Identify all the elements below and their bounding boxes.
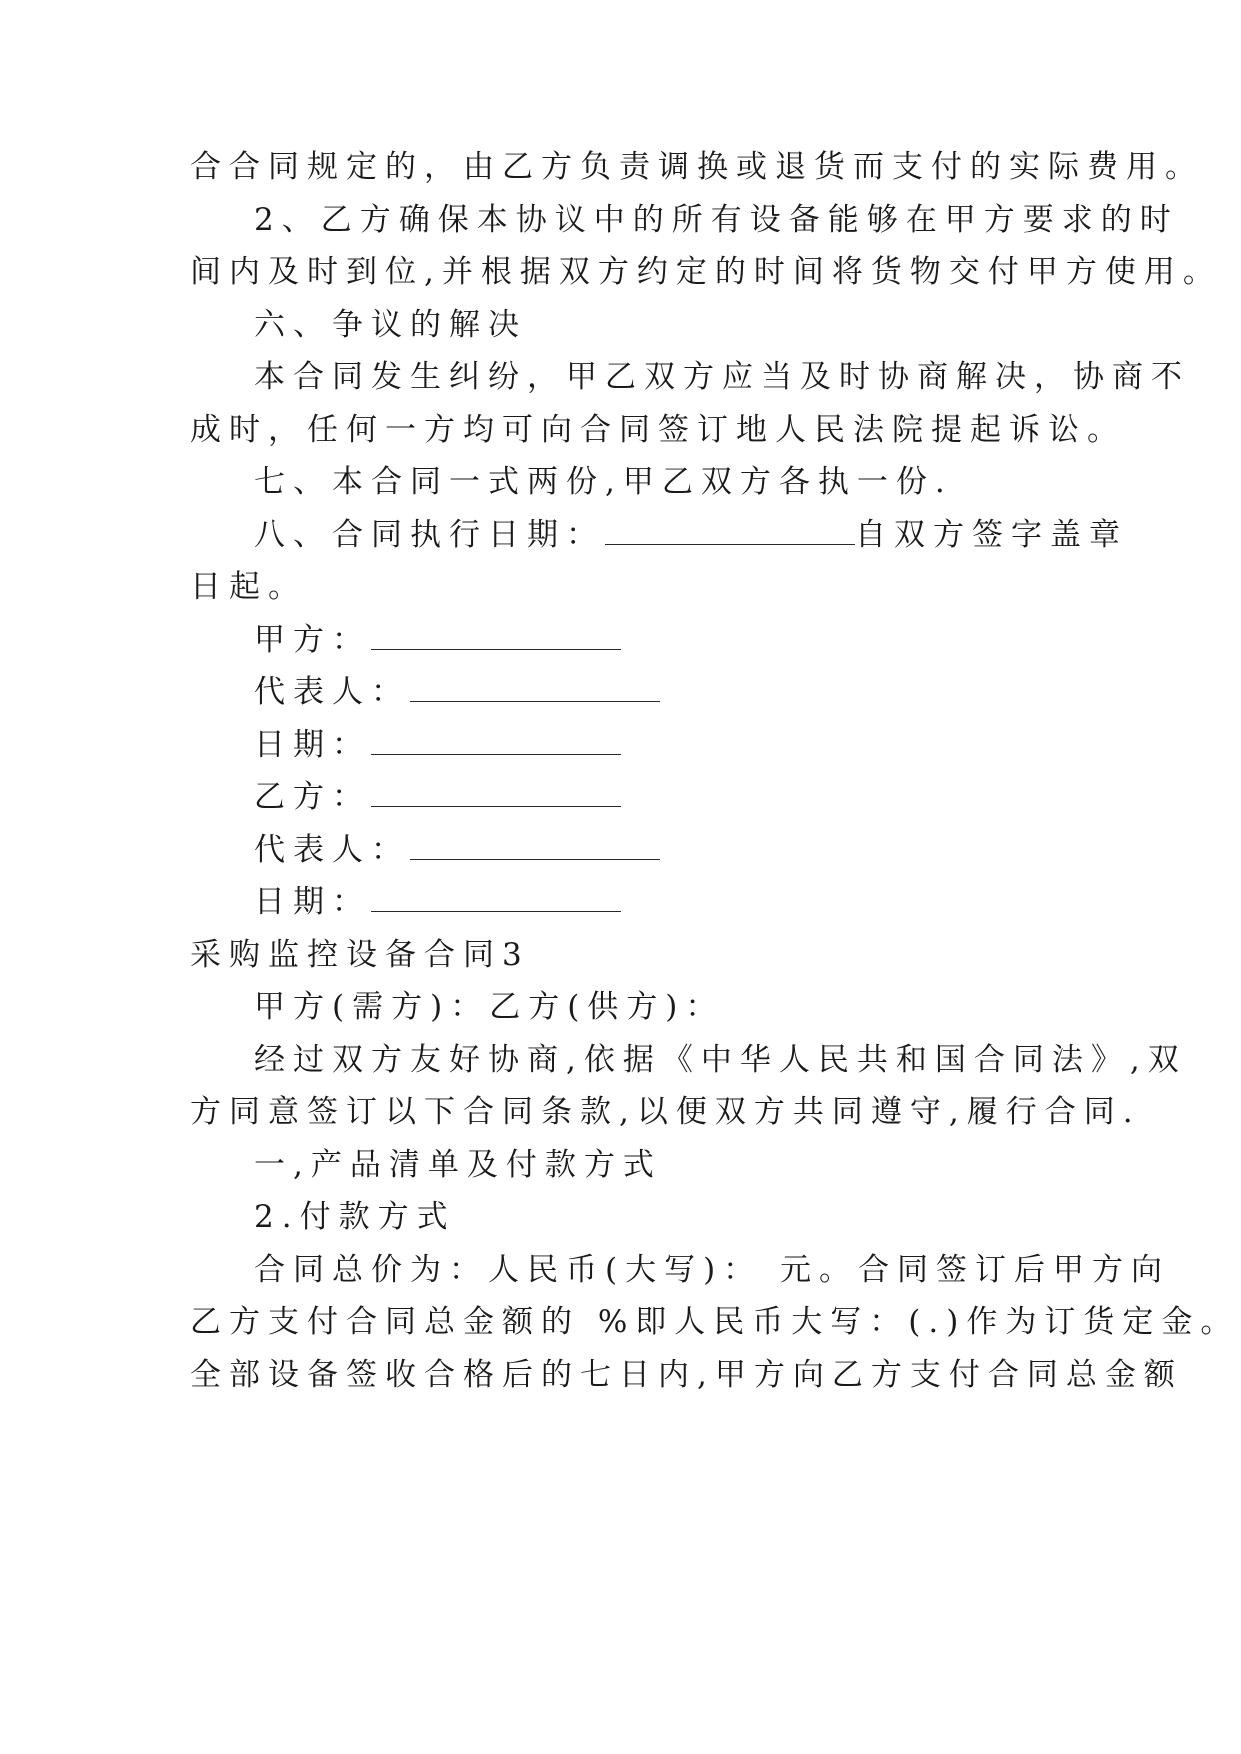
execution-date-suffix: 自双方签字盖章: [855, 517, 1128, 553]
section-heading: 一,产品清单及付款方式: [254, 1147, 662, 1183]
representative-a-line: [254, 672, 660, 712]
date-a-line: [254, 725, 621, 765]
representative-b-line: [254, 830, 660, 870]
party-b-line: [254, 777, 621, 817]
text-line: 方同意签订以下合同条款,以便双方共同遵守,履行合同.: [190, 1094, 1141, 1130]
text-line: 合同总价为：人民币(大写)： 元。合同签订后甲方向: [254, 1252, 1171, 1288]
text-line: 经过双方友好协商,依据《中华人民共和国合同法》,双: [254, 1042, 1187, 1078]
text-line: 乙方支付合同总金额的 %即人民币大写：(.)作为订货定金。: [190, 1304, 1240, 1340]
execution-date-line: [254, 515, 1128, 555]
contract-title: 采购监控设备合同3: [190, 937, 530, 973]
date-a-label: 日期：: [254, 727, 371, 763]
representative-b-blank: [410, 833, 660, 860]
execution-date-label: 八、合同执行日期：: [254, 517, 605, 553]
date-b-label: 日期：: [254, 884, 371, 920]
party-a-blank: [371, 623, 621, 650]
text-line: 间内及时到位,并根据双方约定的时间将货物交付甲方使用。: [190, 254, 1222, 290]
parties-line: 甲方(需方)：乙方(供方)：: [254, 989, 725, 1025]
text-line: 合合同规定的，由乙方负责调换或退货而支付的实际费用。: [190, 149, 1204, 185]
date-a-blank: [371, 728, 621, 755]
text-line: 日起。: [190, 569, 307, 605]
section-heading: 2.付款方式: [254, 1199, 456, 1235]
text-line: 成时，任何一方均可向合同签订地人民法院提起诉讼。: [190, 412, 1126, 448]
text-line: 2、乙方确保本协议中的所有设备能够在甲方要求的时: [254, 202, 1179, 238]
party-a-label: 甲方：: [254, 622, 371, 658]
representative-a-label: 代表人：: [254, 674, 410, 710]
party-b-label: 乙方：: [254, 779, 371, 815]
section-heading: 六、争议的解决: [254, 307, 527, 343]
text-line: 全部设备签收合格后的七日内,甲方向乙方支付合同总金额: [190, 1357, 1183, 1393]
party-a-line: [254, 620, 621, 660]
party-b-blank: [371, 780, 621, 807]
date-b-line: [254, 882, 621, 922]
execution-date-blank: [605, 518, 855, 545]
text-line: 本合同发生纠纷，甲乙双方应当及时协商解决，协商不: [254, 359, 1190, 395]
date-b-blank: [371, 885, 621, 912]
representative-b-label: 代表人：: [254, 832, 410, 868]
text-line: 七、本合同一式两份,甲乙双方各执一份.: [254, 464, 953, 500]
representative-a-blank: [410, 675, 660, 702]
